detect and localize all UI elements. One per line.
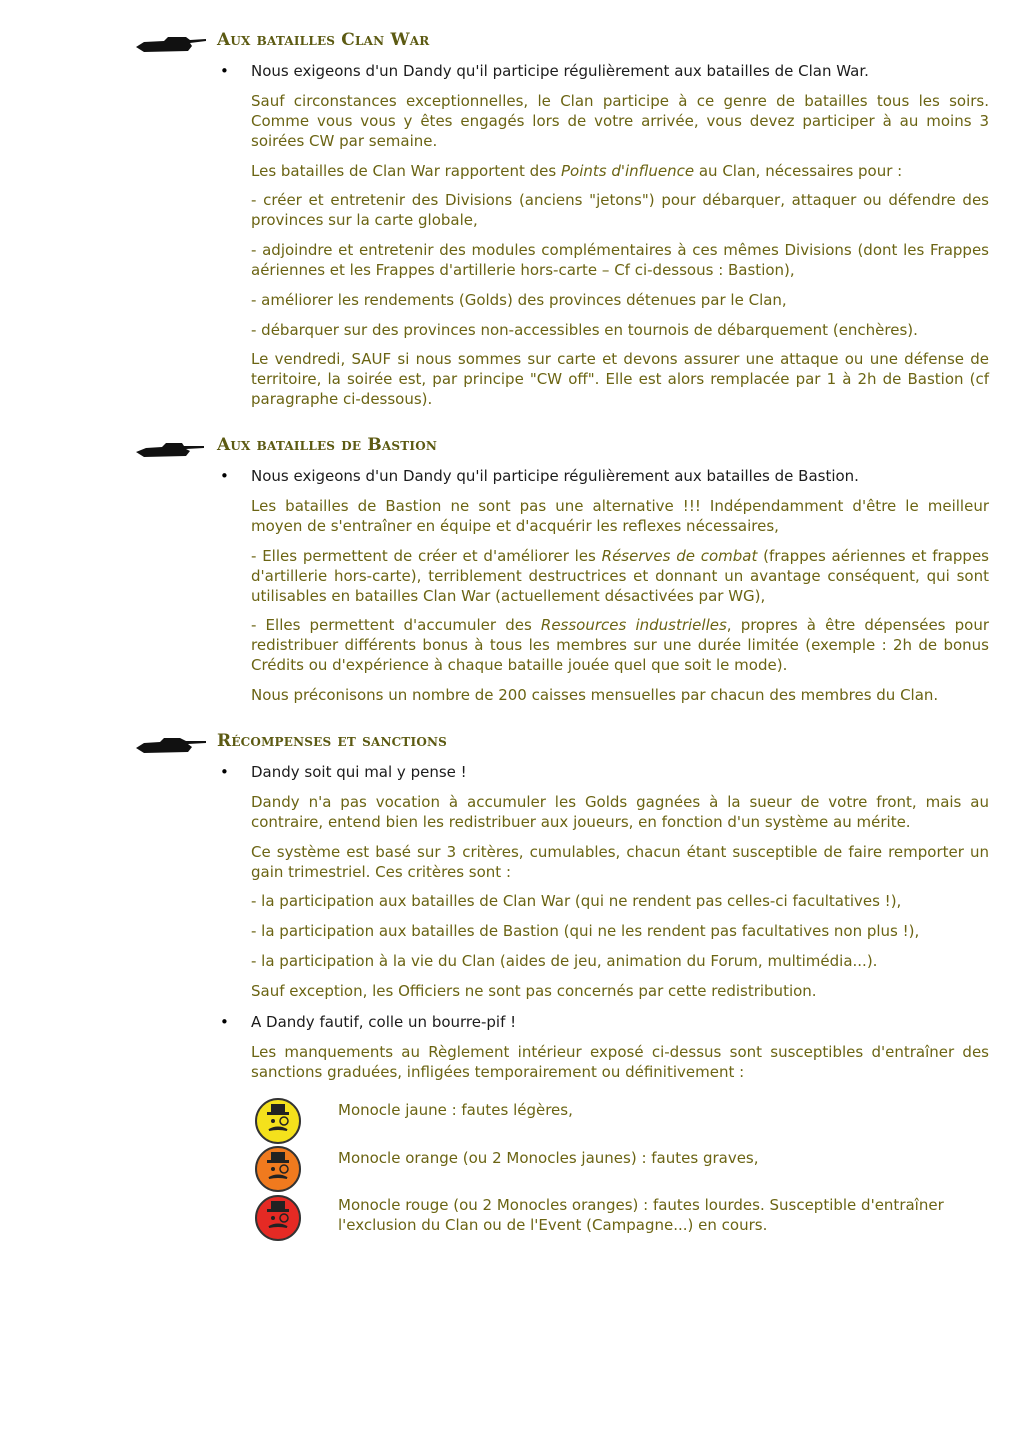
monocle-label: Monocle jaune : fautes légères, — [338, 1101, 573, 1119]
emphasis-text: Réserves de combat — [601, 547, 758, 565]
red-monocle-icon — [254, 1194, 302, 1242]
monocle-label: Monocle rouge (ou 2 Monocles oranges) : fautes lourdes. Susceptible d'entraîner l'exclusion du Clan ou de l'Event (Campagne...) en cours. — [338, 1196, 944, 1234]
paragraph: Les batailles de Bastion ne sont pas une alternative !!! Indépendamment d'être le meilleur moyen de s'entraîner en équipe et d'acquérir les reflexes nécessaires, — [251, 497, 989, 535]
paragraph: - Elles permettent de créer et d'améliorer les Réserves de combat (frappes aériennes et frappes d'artillerie hors-carte), terriblement destructrices et donnant un avantage conséquent, qui sont utilisables en batailles Clan War (actuellement désactivées par WG), — [251, 547, 989, 605]
paragraph: - la participation à la vie du Clan (aides de jeu, animation du Forum, multimédia...). — [251, 952, 878, 970]
section-title: Récompenses et sanctions — [217, 731, 448, 751]
paragraph: Ce système est basé sur 3 critères, cumulables, chacun étant susceptible de faire remporter un gain trimestriel. Ces critères sont : — [251, 843, 989, 881]
paragraph: Dandy n'a pas vocation à accumuler les Golds gagnées à la sueur de votre front, mais au contraire, entend bien les redistribuer aux joueurs, en fonction d'un système au mérite. — [251, 793, 989, 831]
tank-icon — [134, 31, 208, 55]
section-title: Aux batailles Clan War — [217, 30, 430, 50]
paragraph: - créer et entretenir des Divisions (anciens "jetons") pour débarquer, attaquer ou défendre des provinces sur la carte globale, — [251, 191, 989, 229]
paragraph: Nous préconisons un nombre de 200 caisses mensuelles par chacun des membres du Clan. — [251, 686, 939, 704]
paragraph: - Elles permettent d'accumuler des Ressources industrielles, propres à être dépensées pour redistribuer différents bonus à tous les membres sur une durée limitée (exemple : 2h de bonus Crédits ou d'expérience à chaque bataille jouée quel que soit le mode). — [251, 616, 989, 674]
bullet-dot: • — [220, 1013, 229, 1031]
paragraph: Sauf exception, les Officiers ne sont pas concernés par cette redistribution. — [251, 982, 817, 1000]
paragraph: - la participation aux batailles de Bastion (qui ne les rendent pas facultatives non plus !), — [251, 922, 920, 940]
paragraph: - la participation aux batailles de Clan War (qui ne rendent pas celles-ci facultatives !), — [251, 892, 902, 910]
tank-icon — [134, 436, 208, 460]
paragraph: - débarquer sur des provinces non-accessibles en tournois de débarquement (enchères). — [251, 321, 918, 339]
paragraph: - améliorer les rendements (Golds) des provinces détenues par le Clan, — [251, 291, 787, 309]
bullet-text: A Dandy fautif, colle un bourre-pif ! — [251, 1013, 517, 1031]
paragraph: Les batailles de Clan War rapportent des Points d'influence au Clan, nécessaires pour : — [251, 162, 903, 180]
tank-icon — [134, 732, 208, 756]
bullet-dot: • — [220, 763, 229, 781]
bullet-text: Nous exigeons d'un Dandy qu'il participe régulièrement aux batailles de Bastion. — [251, 467, 859, 485]
paragraph: Le vendredi, SAUF si nous sommes sur carte et devons assurer une attaque ou une défense de territoire, la soirée est, par principe "CW off". Elle est alors remplacée par 1 à 2h de Bastion (cf paragraphe ci-dessous). — [251, 350, 989, 408]
monocle-label: Monocle orange (ou 2 Monocles jaunes) : fautes graves, — [338, 1149, 759, 1167]
yellow-monocle-icon — [254, 1097, 302, 1145]
emphasis-text: Points d'influence — [560, 162, 695, 180]
paragraph: Les manquements au Règlement intérieur exposé ci-dessus sont susceptibles d'entraîner des sanctions graduées, infligées temporairement ou définitivement : — [251, 1043, 989, 1081]
bullet-text: Nous exigeons d'un Dandy qu'il participe régulièrement aux batailles de Clan War. — [251, 62, 869, 80]
bullet-dot: • — [220, 62, 229, 80]
bullet-dot: • — [220, 467, 229, 485]
section-title: Aux batailles de Bastion — [217, 435, 438, 455]
orange-monocle-icon — [254, 1145, 302, 1193]
paragraph: - adjoindre et entretenir des modules complémentaires à ces mêmes Divisions (dont les Frappes aériennes et les Frappes d'artillerie hors-carte – Cf ci-dessous : Bastion), — [251, 241, 989, 279]
paragraph: Sauf circonstances exceptionnelles, le Clan participe à ce genre de batailles tous les soirs. Comme vous vous y êtes engagés lors de votre arrivée, vous devez participer à au moins 3 soirées CW par semaine. — [251, 92, 989, 150]
emphasis-text: Ressources industrielles — [540, 616, 727, 634]
bullet-text: Dandy soit qui mal y pense ! — [251, 763, 467, 781]
